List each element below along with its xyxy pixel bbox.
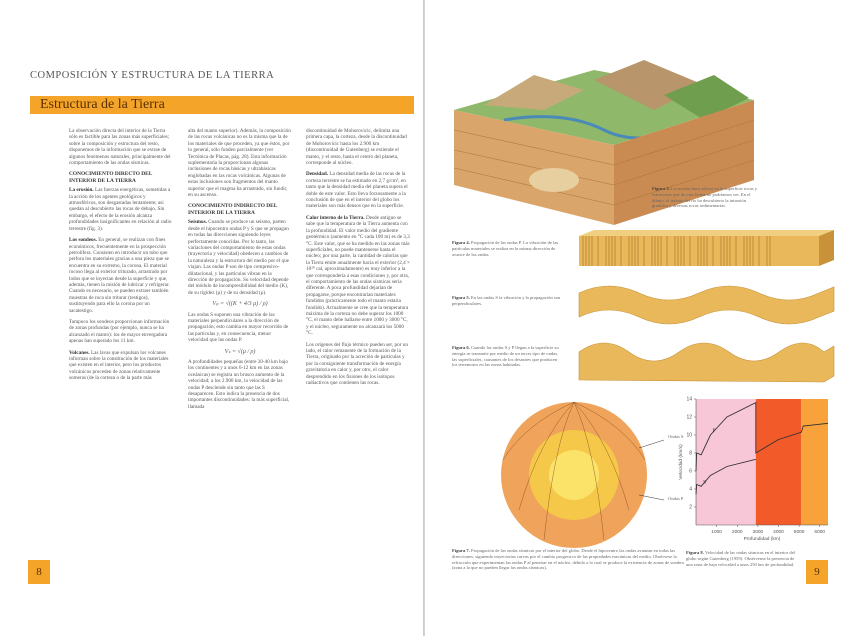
figure-5-s-waves — [569, 275, 839, 325]
x-tick-label: 4000 — [773, 530, 784, 535]
zone-inner-core — [801, 399, 828, 525]
figure-4-p-waves — [569, 228, 839, 268]
volcanes-paragraph: Volcanes. Las lavas que expulsan los volcanes informan sobre la constitución de los materiales que existen en el interior, pero los productos volcánicos proceden de zonas relativamente someras (de la corteza o de la parte más — [69, 349, 169, 382]
figure-8-velocity-chart — [674, 395, 834, 545]
figure-6-surface-waves — [569, 330, 839, 385]
series-label-P: P — [712, 428, 716, 434]
sondeos-paragraph-2: Tampoco los sondeos proporcionan información de zonas profundas (por ejemplo, nunca se ha alcanzado el manto): los de mayor envergadura apenas han superado los 11 km. — [69, 318, 170, 345]
text-column-3 — [306, 128, 410, 391]
x-tick-label: 2000 — [731, 530, 743, 535]
seismos-paragraph: Seísmos. Cuando se produce un seísmo, parten desde el hipocentro ondas P y S que se propagan en todas las direcciones siguiendo leyes perfectamente conocidas. Por lo tanto, las variaciones del comportamiento de estas ondas (trayectoria y velocidad) obedecen a cambios de la naturaleza y la estructura del medio por el que viajan. Las ondas P son de tipo compresivo-dilatacional, y las partículas vibran en la dirección de propagación. Su velocidad depende del módulo de incompresibilidad del medio (K), de su rigidez (μ) y de su densidad (ρ). — [188, 219, 289, 296]
figure-6-caption: Figura 6. Cuando las ondas S y P llegan a la superficie su energía se transmite por medio de un tercer tipo de ondas, las superficiales, causantes de los desastres que producen los terremotos en las zonas habitadas. — [452, 345, 559, 368]
col3-paragraph-1: discontinuidad de Mohorovicic, delimita una primera capa, la corteza, desde la discontinuidad de Mohorovicic hasta los 2.900 km (discontinuidad de Gutenberg) se extiende el manto, y el resto, hasta el centro del planeta, corresponde al núcleo. — [306, 128, 407, 167]
figure-7-caption: Figura 7. Propagación de las ondas sísmicas por el interior del globo. Desde el hipocentro las ondas avanzan en todas las direcciones, siguiendo trayectorias curvas por el cambio progresivo de las propiedades mecánicas del medio. Obsérvese la refracción que experimentan las ondas P al penetrar en el núcleo, debido a lo cual se produce la existencia de zonas de sombra (zona a la que no pueden llegar las ondas sísmicas). — [452, 548, 684, 571]
globe-label-s-waves: Ondas S — [668, 434, 684, 439]
y-tick-label: 12 — [686, 414, 692, 421]
x-tick-label: 1000 — [711, 530, 722, 535]
sondeos-paragraph: Los sondeos. En general, se realizan con fines económicos, frecuentemente en la prospección petrolífera. Consisten en introducir un tubo que perfora los materiales gracias a una pieza que se encuentra en su extremo, la corona. El material rocoso llega al exterior triturado, arrastrado por lodos que se inyectan desde la superficie y que, además, tienen la misión de lubricar y refrigerar. Cuando es necesario, se pueden extraer también muestras de roca sin triturar (testigos), sustituyendo para ello la corona por un sacatestigo. — [69, 237, 170, 314]
x-tick-label: 3000 — [752, 530, 764, 535]
intro-paragraph: La observación directa del interior de la Tierra sólo es factible para las zonas más superficiales; sobre la composición y estructura del resto, disponemos de la información que se extrae de algunos fenómenos naturales, principalmente del comportamiento de las ondas sísmicas. — [69, 128, 171, 167]
col2-paragraph-1: alta del manto superior). Además, la composición de las rocas volcánicas no es la misma que la de los materiales de que proceden, ya que éstos, por lo general, sólo funden parcialmente (ver Tectónica de Placas, pág. 28). Esta información suplementaria la proporcionan algunas inclusiones de rocas básicas y ultrabásicas englobadas en las rocas volcánicas. Algunas de estas inclusiones son fragmentos del manto superior que el magma ha arrastrado, sin fundir, en su ascenso. — [188, 128, 291, 199]
figure-7-globe — [499, 400, 699, 550]
text-column-2 — [188, 128, 292, 415]
figure-8-caption: Figura 8. Velocidad de las ondas sísmicas en el interior del globo según Gutenberg (1959). Obsérvense la presencia de una zona de baja velocidad a unos 250 km de profundidad. — [686, 550, 796, 567]
y-tick-label: 14 — [686, 396, 692, 403]
y-tick-label: 6 — [689, 468, 692, 475]
right-page — [424, 0, 848, 636]
page-number-left: 8 — [28, 560, 50, 584]
zone-outer-core — [756, 399, 801, 525]
formula-vs: Vₛ = √(μ / ρ) — [224, 348, 256, 355]
section-header — [30, 96, 414, 114]
heading-indirect-knowledge: CONOCIMIENTO INDIRECTO DEL INTERIOR DE LA TIERRA — [188, 203, 278, 216]
y-tick-label: 8 — [689, 450, 692, 457]
y-axis-label: Velocidad (km/s) — [679, 444, 684, 480]
series-label-S: S — [703, 479, 707, 486]
text-column-1 — [69, 128, 173, 387]
y-tick-label: 4 — [689, 486, 692, 493]
y-tick-label: 2 — [689, 504, 692, 511]
x-tick-label: 6000 — [814, 530, 826, 535]
figure-3-caption: Figura 3. La erosión hace aflorar en la superficie rocas y estructuras que de otra forma no podríamos ver. En el dibujo, el trabajo del río ha descubierto la intrusión granítica y diversas rocas sedimentarias. — [652, 186, 757, 209]
x-axis-label: Profundidad (km) — [743, 537, 781, 542]
figure-5-caption: Figura 5. En las ondas S la vibración y la propagación son perpendiculares. — [452, 295, 561, 306]
erosion-paragraph: La erosión. Las fuerzas energéticas, sometidas a la acción de los agentes geológicos y atmosféricos, son desgastadas lentamente; así quedan al descubierto las rocas de debajo. Sin embargo, el efecto de la erosión alcanza profundidades insignificantes en relación al radio terrestre (fig. 3). — [69, 187, 172, 232]
y-tick-label: 10 — [686, 432, 692, 439]
calor-paragraph: Calor interno de la Tierra. Desde antiguo se sabe que la temperatura de la Tierra aumenta con la profundidad. El valor medio del gradiente geotérmico (aumento en °C cada 100 m) es de 3,3 °C. Este valor, que se ha medido en las zonas más superficiales, no puede mantenerse hasta el núcleo; por una parte, la cantidad de calorías que la Tierra emite anualmente hacia el exterior (2,4 × 10²⁰ cal, aproximadamente) es muy inferior a la que correspondería a esas condiciones y, por otra, el comportamiento de las ondas sísmicas sería diferente. A poca profundidad dejarían de propagarse, porque encontrarían materiales fundidos (prácticamente todo el manto estaría fundido). Actualmente se cree que la temperatura máxima de la corteza no debe superar los 1000 °C, el manto debe hallarse entre 1000 y 3000 °C, y el núcleo, seguramente no alcanzará los 5000 °C. — [306, 214, 410, 337]
globe-label-p-waves: Ondas P — [668, 496, 684, 501]
page-number-right: 9 — [806, 560, 828, 584]
col3-paragraph-end: Los orígenes del flujo térmico pueden ser, por un lado, el calor remanente de la formación de la Tierra, originado por la acreción de partículas y por la consiguiente transformación de energía gravitatoria en calor y, por otro, el calor desprendido en los fisiones de los isótopos radiactivos que contienen las rocas. — [306, 341, 408, 387]
heading-direct-knowledge: CONOCIMIENTO DIRECTO DEL INTERIOR DE LA TIERRA — [69, 171, 153, 184]
section-title: Estructura de la Tierra — [40, 97, 165, 112]
running-title: COMPOSICIÓN Y ESTRUCTURA DE LA TIERRA — [30, 70, 275, 81]
x-tick-label: 5000 — [793, 530, 805, 535]
col2-paragraph-2: Las ondas S suponen una vibración de las materiales perpendiculares a la dirección de propagación; esto cambia en mayor recorrido de las partículas y, en consecuencia, menor velocidad que las ondas P. — [188, 311, 289, 344]
formula-vp: Vₚ = √((K + 4/3 μ) / ρ) — [212, 301, 268, 308]
densidad-paragraph: Densidad. La densidad media de las rocas de la corteza terrestre se ha estimado en 2,7 g/cm³, en tanto que la densidad media del planeta supera el doble de este valor. Esto lleva forzosamente a la conclusión de que en el interior del globo los materiales son más densos que en la superficie. — [306, 171, 408, 210]
figure-4-caption: Figura 4. Propagación de las ondas P. La vibración de las partículas materiales se realiza en la misma dirección de avance de las ondas. — [452, 240, 559, 257]
col2-paragraph-3: A profundidades pequeñas (entre 30-40 km bajo los continentes y a unos 6-12 km en las zonas oceánicas) se registra un brusco aumento de la velocidad; a los 2.900 km, la velocidad de las ondas P desciende sin tanto que las S desaparecen. Esto indica la presencia de dos importantes discontinuidades: la más superficial, llamada — [188, 359, 290, 410]
